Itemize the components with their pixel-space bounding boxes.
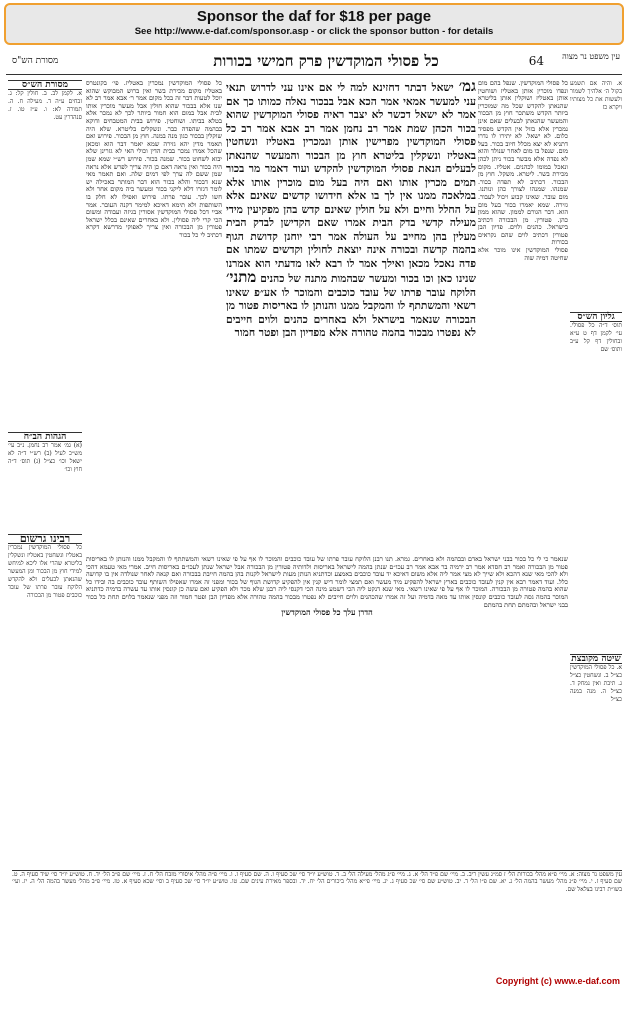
hagahot-text: (א) גמ׳ אמר רב נחמן. נ״ב עי׳ מש״כ לעיל (ב) רש״י ד״ה לא ישאל וכו׳ כצ״ל (ג) תוס׳ ד״ה חוץ וכו׳: [8, 442, 82, 473]
gemara-column: [226, 80, 476, 553]
hadran: הדרן עלך כל פסולי המוקדשין: [281, 607, 373, 618]
sponsor-banner[interactable]: [4, 3, 624, 45]
page-number: 64: [528, 54, 544, 68]
tosafot-text: כל פסולי המוקדשין נמכרין באטליז. פי׳ בקונטרס באטליז מקום מכירת בשר ואין ברוש המבוקש שהוא יוכל לטעות דבר זה בכל מקום אמר ר׳ אבא אמר רב לא שנו אלא בבכור שהוא חולין אבל מעשר מוכרין אותו לבית אבל במום הוא חמור ביותר לכך לא נמכר אלא בטלא בביתו. ושוחטין. פירוש בבית המטבחים ודוקא בבהמה שהפדה כבר. ונשקלים בליטרא. שלא היה שוקלין בבכור כגון מנה במנה. חוץ מן הבכור. פירוש ואם תאמר מדין יהא גזירה שמא יאמר דבר הוא ומכאן שהכל אמרו נמכר בבית הדין וכולי האי לא גזרינן שלא יבוא לשחוט בכור. שמנה בכור. פירוש רש״י שמא שמן היה בכור ואין נראה דאם כן היה צריך לפרש אלא נראה שמן ששם לה ערך לפי דמים שלה. ואם תאמר מאי שנא דבכור והלא בכור הוא דבר המותר באכילה יש לומר דגזרו דלא ליקני בכור ומעשר ביה מקום אחר ולא חשו לכך. עובר פרתו. פירוש ואפילו לא חלק בו השותפות ולא תימא דאיכא למימר דקנה העובר. אמר אביי דכל פסולי המוקדשין אסורין בגיזה ועבודה ומשום הכי קרי ליה פסולין. ולא באחרים שאינם בכלל ישראל פטורין מן הבכורה ואין צריך לאפוקי מדרשא דקרא דכתיב לי כל בכור: [86, 80, 222, 239]
gilyon-label: גליון הש״ס: [570, 312, 622, 322]
shita-text: א. כל פסולי המוקדשין כצ״ל ב. ונשחטין כצ״ל ג. תיבת ואין נמחק ד. כצ״ל ה. מנה במנה כצ״ל: [570, 664, 622, 703]
gilyon-text: תוס׳ ד״ה כל פסולי. עי׳ לקמן דף ט ע״א ובחולין דף קל ע״ב ותוס׳ שם: [570, 322, 622, 353]
mishna-text: הלוקח עובר פרתו של עובד כוכבים והמוכר לו אע״פ שאינו רשאי והמשתתף לו והמקבל ממנו והנותן לו באריסות פטור מן הבכורה שנאמר בישראל ולא באחרים כהנים ולוים חייבים לא נפטרו מבכור בהמה טהורה אלא מפדיון הבן ופטר חמור: [226, 286, 476, 339]
hagahot-label: הגהות הב״ח: [8, 432, 82, 442]
bottom-text: שנאמר כי לי כל בכור בבני ישראל באדם ובבהמה ולא באחרים. גמרא. תנו רבנן הלוקח עובר פרתו של עובד כוכבים והמוכר לו אף על פי שאינו רשאי והמשתתף לו והמקבל ממנו והנותן לו באריסות פטור מן הבכורה ואמר רב חסדא אמר רב ירמיה בר אבא אמר רב עכו״ם שנתן בהמה לישראל באריסות ולדותיה פטורין מן הבכורה אבל ישראל שנתן לעכו״ם באריסות חייב. אמרי מאי טעמא דהכי ולא להכי מאי שנא דהכא ולא שייך לא מצי אמר ליה אלא משום דאיכא יד עובד כוכבים באמצע וכדתניא הנותן מעות לישראל לקנות בהן בהמה חייבת בבכורה ואם קנאה לאחר שנולדה אין בו קדושה כלל. ועוד דאמר רבא אין קנין לעובד כוכבים בארץ ישראל להפקיע מיד מעשר ואם תמצי לומר דיש קנין אין להפקיע קדושת הגוף של בכור ומפני זה אמרו שאפילו השותף עובד כוכבים בה ובידו כל שהוא בהמה פטורה מן הבכורה. המוכר לו אף על פי שאינו רשאי. מאי שנא דנקט ליה הכי דשמע מינה הכי דקנסי ליה רבנן שלא מכר ולא הפקיע ואם עשה כן קונסין אותו עד עשרה בדמיה כדתניא המוכר בהמה גסה לעובד כוכבים קונסין אותו עד מאה בדמיה ועל זה אמרו שהכהנים ולוים חייבים לא נפטרו מבכור בהמה טהורה אלא מפדיון הבן ופטר חמור וזה מפני שנאמר בלוים תחת כל בכור בבני ישראל ובהמתם תחת בהמתם: [86, 556, 568, 609]
page-title: כל פסולי המוקדשין פרק חמישי בכורות: [213, 52, 439, 70]
rashi-note: פסולי המוקדשין אינו מוכר אלא שחיטה דמיה שוה: [478, 246, 568, 262]
header-left-label: מסורת הש"ס: [12, 56, 59, 66]
masoret-text: א. לקמן לב. ב. חולין קל: ג. זבחים ע״ה ד. מעילה ח. ה. תמורה לא: ו. ע״ז טו. ז. סנהדרין עט.: [8, 90, 82, 121]
gemara-text: ישאל דבתר דחזינא למה לי אם אינו עני לדרוש תנאי עני למעשר אמאי אמר הכא אבל בבכור נאלה כמותו כך אם אמר לא ישאל דכשר לא יצבר ראיה פסולי המוקדשין שהוא בכור הכהן שמת אמר רב נחמן אמר רב אבא אמר רב כל פסולי המוקדשין מפרישין אותן ונמכרין באטליז ונשחטין באטליז ונשקלין בליטרא חוץ מן הבכור והמעשר שהנאתן לבעלים הנאת פסולי המוקדשין להקדש ועוד דאמר מר בכור תמים מכרין אותו ואם היה בעל מום מוכרין אותו אלא במלאכה ממנו אין לך בו אלא חידושו קדשים שאינם אלא על החלל וחיים ולא על חולין שאינם קדש בהן מפקיעין מידי מעילה קדשי בדק הבית אמרו שאם הקדישן לבדק הבית מעלין בהן מחייב על העולה אמר רבי יוחנן קדושת הגוף בהמה קדשה ובכורה אינה יוצאת לחולין וקדשים שמתו אם פדה נאכל מכאן ואילך אמר לו רבא לאו מדעתי הוא אמרנו שנינו כאן וכו בכור ומעשר שבהמות מתנה של כהנים: [226, 82, 476, 285]
torah-or-text: א. והיה אם תשמע בקול ה׳ אלהיך לשמור ולעשות את כל מצותיו ויקרא כז: [570, 80, 622, 111]
rashi-text: כל פסולי המוקדשין. שנפל בהם מום ונפדו מוכרין אותן באטליז ושוחטין אותן באטליז ושוקלין אותן בליטרא שהנאתן להקדש שכל מה שמוכרין ביותר הקדש משתכר חוץ מן הבכור והמעשר שהנאתן לבעלים שאם אינן נמכרין אלא בזול אין הקדש מפסיד כלום. לא ישאל. לא יתירו לו נדרו דתניא לא יצא מכלל חיוב בכור. בעל מום. שנפל בו מום לאחר שנולד והוא לא נפדה אלא מבשר בכור ניתן לכהן ונאכל במומו לכהנים. אטליז. מקום מכירת בשר. ליטרא. משקל. חוץ מן הבכור. דכתיב לא תפדה בכור. שמנהו. שמנהו לצורך כהן ונותנו. מום עובר. שאינו קבוע ויכול לעבור. גזירה. שמא יאמרו בכור בעל מום הוא. דבר הגורם לממון. שהוא ממון כהן. פטורין. מן הבכורה דכתיב בישראל. כהנים ולוים. פדיון הבן פטורין דכתיב לוים שהם נקראים בכורות: [478, 80, 568, 247]
ein-mishpat-label: עין משפט נר מצוה: [562, 52, 620, 61]
masoret-label: מסורת הש״ס: [8, 80, 82, 90]
banner-subtitle: See http://www.e-daf.com/sponsor.asp - or click the sponsor button - for details: [134, 26, 494, 37]
left-margin: [570, 80, 622, 780]
talmud-page: [6, 50, 622, 970]
mishna-mark: מתני׳: [226, 268, 257, 286]
gemara-opening-word: גמ׳: [458, 80, 476, 95]
right-margin: [8, 80, 82, 780]
rabbeinu-gershom-label: רבינו גרשום: [8, 534, 82, 544]
banner-title: Sponsor the daf for $18 per page: [196, 8, 432, 25]
rabbeinu-gershom-text: כל פסולי המוקדשין נמכרין באטליז ונשחטין באטליז ונשקלין בליטרא שהרי אלו ליכא למיחש למידי חוץ מן הבכור ומן המעשר שהנאתן לבעלים ולא להקדש הלוקח עובר פרתו של עובד כוכבים פטור מן הבכורה: [8, 544, 82, 599]
copyright-link[interactable]: Copyright (c) www.e-daf.com: [495, 976, 620, 986]
bottom-commentary: [86, 556, 568, 864]
footnotes-text: עין משפט נר מצוה: א. מיי׳ פ״א מהל׳ בכורות הל׳ ז סמ״ג עשין ריב. ב. מיי׳ שם פ״ד הל׳ א. ג. מיי׳ פ״ג מהל׳ מעילה הל׳ ב. ד. טוש״ע יו״ד סי׳ שכ סעיף ו. ה. שם סעיף ז. ו. מיי׳ פ״ה מהל׳ איסורי מזבח הל׳ ח. ז. מיי׳ שם פ״ב הל׳ יד. ח. טוש״ע יו״ד סי׳ שיד סעיף ה. ט. שם סעיף ז. י. מיי׳ פ״ג מהל׳ מעשר בהמה הל׳ ג. יא. שם פ״ו הל׳ ד. יב. טוש״ע שם סי׳ שכ סעיף ג. יג. מיי׳ פי״א מהל׳ ביכורים הל׳ יח. יד. ובספר מאירת עינים שם. טו. טוש״ע יו״ד סי׳ שכ סעיף ב וסי׳ שכא סעיף א. טז. מיי׳ פ״ב מהל׳ מעשר בהמה הל׳ ה. יז. ועי׳ בשו״ת רבינו בצלאל שם.: [12, 871, 622, 893]
tosafot-column: [86, 80, 222, 553]
shita-label: שיטה מקובצת: [571, 654, 621, 664]
page-header: [6, 52, 622, 75]
